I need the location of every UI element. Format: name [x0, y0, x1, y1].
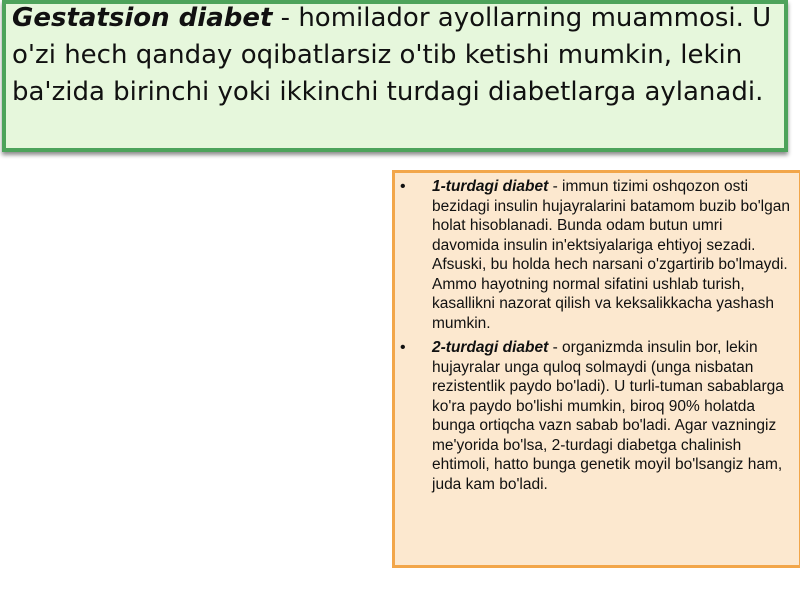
- gestational-diabetes-paragraph: [6, 0, 784, 111]
- gestational-diabetes-box: [2, 0, 788, 152]
- bullet-icon: •: [400, 339, 406, 356]
- type1-diabetes-term: 1-turdagi diabet: [432, 178, 549, 195]
- type2-diabetes-text: - organizmda insulin bor, lekin hujayralar unga quloq solmaydi (unga nisbatan rezistentlik paydo bo'ladi). U turli-tuman sabablarga ko'ra paydo bo'lishi mumkin, biroq 90% holatda bunga ortiqcha vazn sabab bo'ladi. Agar vazningiz me'yorida bo'lsa, 2-turdagi diabetga chalinish ehtimoli, hatto bunga genetik moyil bo'lsangiz ham, juda kam bo'ladi.: [432, 339, 784, 493]
- type1-diabetes-item: [395, 177, 793, 333]
- diabetes-types-box: [392, 170, 800, 568]
- gestational-diabetes-text: - homilador ayollarning muammosi. U o'zi hech qanday oqibatlarsiz o'tib ketishi mumkin, lekin ba'zida birinchi yoki ikkinchi turdagi diabetlarga aylanadi.: [12, 3, 772, 107]
- bullet-icon: •: [400, 178, 406, 195]
- diabetes-types-list: [395, 173, 799, 494]
- type2-diabetes-item: [395, 338, 793, 494]
- gestational-diabetes-term: Gestatsion diabet: [12, 3, 273, 33]
- type1-diabetes-text: - immun tizimi oshqozon osti bezidagi insulin hujayralarini batamom buzib bo'lgan holat hisoblanadi. Bunda odam butun umri davomida insulin in'ektsiyalariga ehtiyoj sezadi. Afsuski, bu holda hech narsani o'zgartirib bo'lmaydi. Ammo hayotning normal sifatini ushlab turish, kasallikni nazorat qilish va keksalikkacha yashash mumkin.: [432, 178, 790, 332]
- type2-diabetes-term: 2-turdagi diabet: [432, 339, 549, 356]
